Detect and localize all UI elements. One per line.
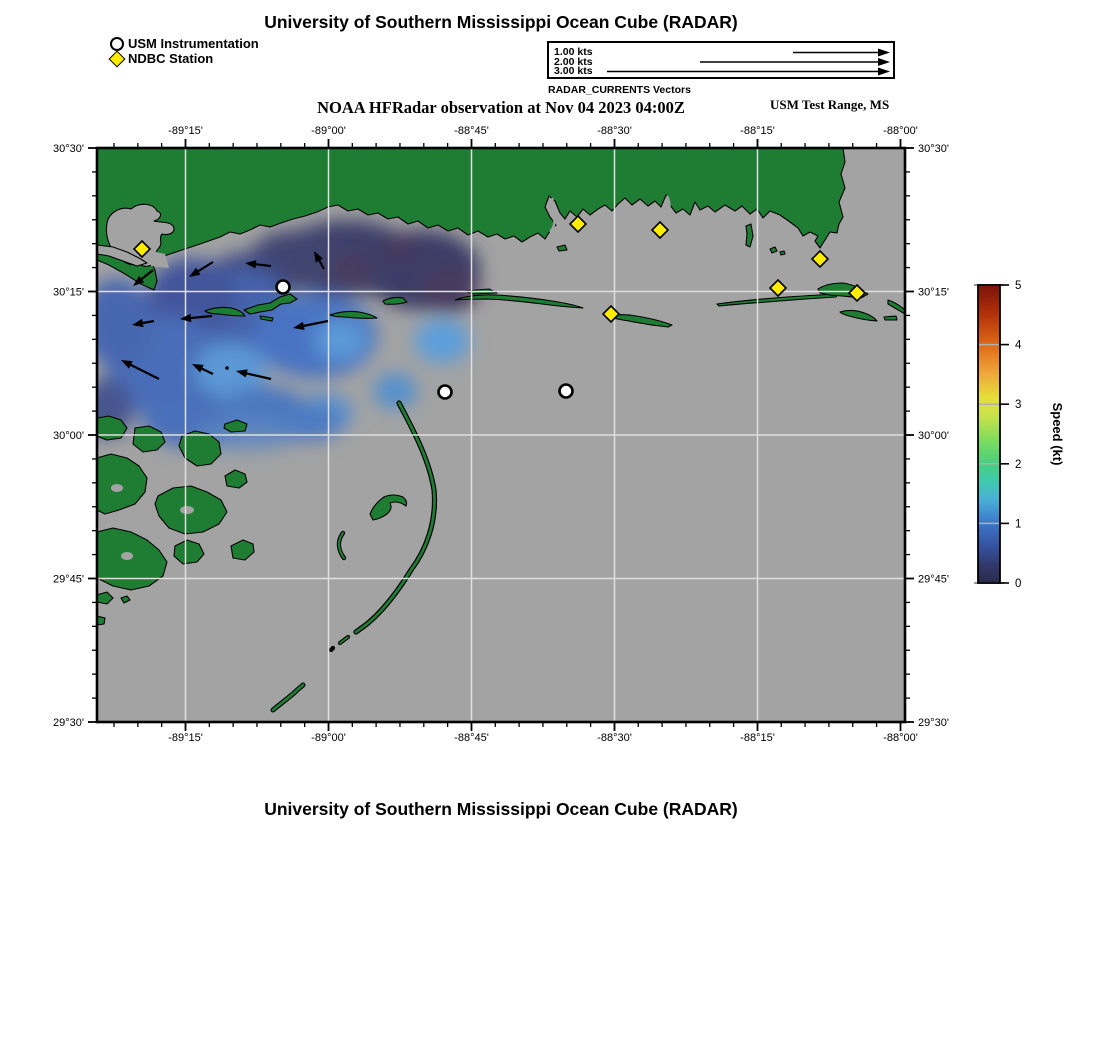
colorbar-label: Speed (kt) xyxy=(1050,402,1065,466)
lon-label: -88°00' xyxy=(883,125,918,137)
colorbar-gradient xyxy=(978,285,1000,583)
lat-label: 29°30' xyxy=(53,717,84,729)
vector-scale-label-3: 3.00 kts xyxy=(554,65,593,77)
observation-subtitle: NOAA HFRadar observation at Nov 04 2023 04:00Z xyxy=(317,98,685,117)
footer-title: University of Southern Mississippi Ocean Cube (RADAR) xyxy=(264,799,738,819)
lat-label: 30°15' xyxy=(53,286,84,299)
colorbar-tick-label: 0 xyxy=(1015,578,1022,590)
lon-label: -88°30' xyxy=(597,732,632,744)
scale-arrow-head xyxy=(878,49,890,57)
lat-label: 30°15' xyxy=(918,286,949,299)
legend-label-ndbc: NDBC Station xyxy=(128,51,214,66)
island-se-dash xyxy=(884,316,897,320)
lon-label: -88°00' xyxy=(883,732,918,744)
lat-label: 29°45' xyxy=(53,573,84,586)
lon-label: -88°45' xyxy=(454,125,489,137)
lon-label: -88°15' xyxy=(740,732,775,744)
islet-dot-2 xyxy=(780,251,785,255)
colorbar xyxy=(955,275,1100,605)
scale-arrow-head xyxy=(878,68,890,76)
lon-label: -89°00' xyxy=(311,732,346,744)
vector-scale-box xyxy=(547,41,895,79)
lon-label: -89°00' xyxy=(311,125,346,137)
colorbar-tick-label: 2 xyxy=(1015,458,1022,471)
usm-instrumentation-marker xyxy=(439,386,452,399)
region-label: USM Test Range, MS xyxy=(770,97,890,112)
legend-label-usm: USM Instrumentation xyxy=(128,36,259,51)
legend-item-ndbc xyxy=(110,51,259,66)
colorbar-tick-label: 3 xyxy=(1015,399,1022,412)
lat-label: 30°30' xyxy=(918,143,949,155)
page-title: University of Southern Mississippi Ocean Cube (RADAR) xyxy=(264,12,738,32)
vector-scale-arrows xyxy=(549,43,893,77)
usm-instrumentation-icon xyxy=(110,37,124,51)
colorbar-tick-label: 1 xyxy=(1015,518,1022,531)
vector-scale-label-1: 1.00 kts xyxy=(554,46,593,58)
colorbar-tick-label: 4 xyxy=(1015,339,1022,352)
current-vector-dot xyxy=(225,366,229,370)
lon-label: -88°30' xyxy=(597,125,632,137)
vector-scale-caption: RADAR_CURRENTS Vectors xyxy=(548,84,691,96)
map xyxy=(53,125,949,744)
ndbc-station-icon xyxy=(109,50,126,67)
colorbar-tick-label: 5 xyxy=(1015,280,1022,292)
lon-label: -88°45' xyxy=(454,732,489,744)
lat-label: 29°30' xyxy=(918,717,949,729)
vector-scale-label-2: 2.00 kts xyxy=(554,55,593,68)
usm-instrumentation-marker xyxy=(277,281,290,294)
legend-item-usm xyxy=(110,36,259,51)
lat-label: 30°30' xyxy=(53,143,84,155)
usm-instrumentation-marker xyxy=(560,385,573,398)
lat-label: 30°00' xyxy=(918,430,949,442)
lat-label: 30°00' xyxy=(53,430,84,442)
lat-label: 29°45' xyxy=(918,573,949,586)
lon-label: -88°15' xyxy=(740,125,775,137)
lon-label: -89°15' xyxy=(168,732,203,744)
legend xyxy=(110,36,259,66)
lon-label: -89°15' xyxy=(168,125,203,137)
scale-arrow-head xyxy=(878,58,890,66)
